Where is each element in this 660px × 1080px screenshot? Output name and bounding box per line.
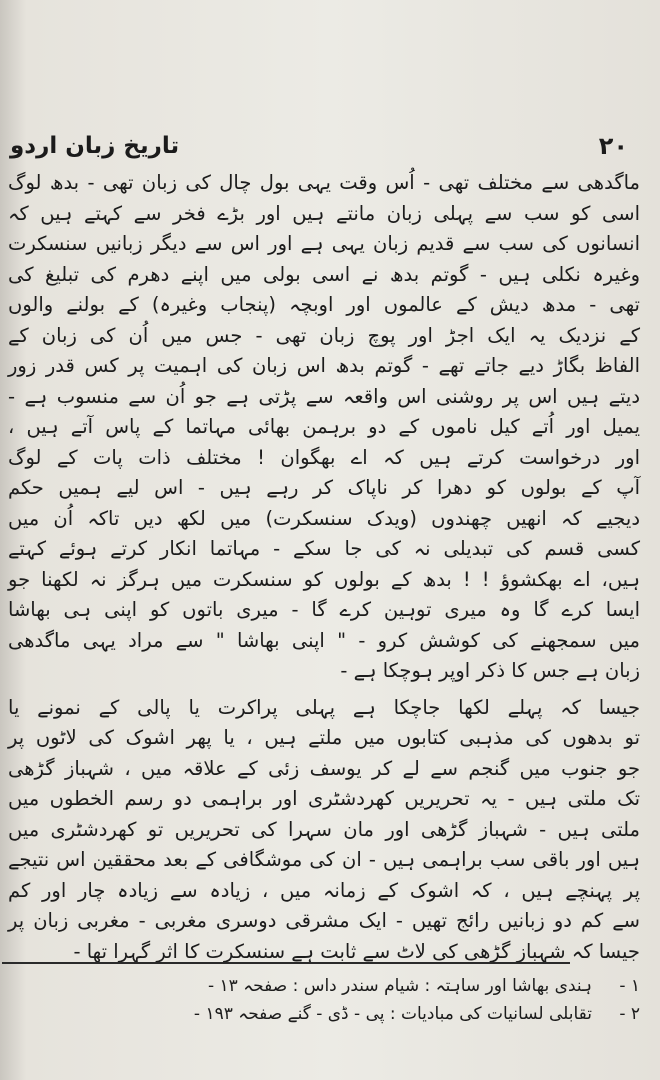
text-line: ملتی ہیں - شہباز گڑھی اور مان سہرا کی تحریریں تو کھردشٹری میں: [8, 817, 640, 841]
text-line: دیتے ہیں اس پر روشنی اس واقعہ سے پڑتی ہے جو اُن سے منسوب ہے -: [8, 384, 640, 408]
running-header: [10, 126, 640, 166]
body-text: [8, 168, 640, 967]
text-line: آپ کے بولوں کو دھرا کر ناپاک کر رہے ہیں - اس لیے ہمیں حکم: [8, 476, 640, 499]
text-line: ماگدھی سے مختلف تھی - اُس وقت یہی بول چال کی زبان تھی - بدھ لوگ: [8, 171, 640, 194]
text-line: جیسا کہ شہباز گڑھی کی لاٹ سے ثابت ہے سنسکرت کا اثر گہرا تھا -: [73, 939, 640, 963]
footnote-divider: [2, 962, 570, 964]
text-line: زبان ہے جس کا ذکر اوپر ہوچکا ہے -: [340, 659, 640, 682]
text-line: تک ملتی ہیں - یہ تحریریں کھردشٹری اور براہمی دو رسم الخطوں میں: [8, 787, 640, 810]
text-line: ہیں، اے بھکشوؤ ! ! بدھ کے بولوں کو سنسکرت میں ہرگز نہ لکھنا جو: [8, 567, 640, 591]
page-number: ۲۰: [598, 132, 628, 160]
text-line: کسی قسم کی تبدیلی نہ کی جا سکے - مہاتما انکار کرتے ہوئے کہتے: [8, 537, 640, 560]
text-line: یمیل اور اُتے کیل ناموں کے دو برہمن بھائی مہاتما کے پاس آتے ہیں ،: [8, 415, 640, 438]
text-line: تھی - مدھ دیش کے عالموں اور اوبچہ (پنجاب وغیرہ) کے بولنے والوں: [8, 293, 640, 316]
paragraph-1: [8, 168, 640, 687]
text-line: انسانوں کی سب سے قدیم زبان یہی ہے اور اس سے دیگر زبانیں سنسکرت: [8, 232, 640, 255]
footnote-number: ۲ -: [619, 1004, 640, 1024]
text-line: جو جنوب میں گنجم سے لے کر یوسف زئی کے علاقہ میں ، شہباز گڑھی: [8, 756, 640, 780]
text-line: ہیں اور باقی سب براہمی ہیں - ان کی موشگافی کے بعد محققین اس نتیجے: [8, 848, 640, 871]
text-line: ایسا کرے گا وہ میری توہین کرے گا - میری باتوں کو اپنی ہی بھاشا: [8, 598, 640, 621]
book-title: تاریخ زبان اردو: [10, 133, 180, 159]
text-line: پر پہنچے ہیں ، کہ اشوک کے زمانہ میں ، زیادہ سے زیادہ چار اور کم: [8, 878, 640, 902]
footnotes: [20, 972, 640, 1028]
text-line: کے نزدیک یہ ایک اجڑ اور پوچ زبان تھی - جس میں اُن کی زبان کے: [8, 323, 640, 347]
footnote-1: [20, 972, 640, 1000]
footnote-text: ہندی بھاشا اور ساہتہ : شیام سندر داس : صفحہ ۱۳ -: [207, 976, 592, 996]
text-line: میں سمجھنے کی کوشش کرو - " اپنی بھاشا " سے مراد یہی ماگدھی: [8, 628, 640, 652]
text-line: اسی کو سب سے پہلی زبان مانتے ہیں اور بڑے فخر سے کہتے ہیں کہ: [8, 201, 640, 225]
text-line: سے کم دو زبانیں رائج تھیں - ایک مشرقی دوسری مغربی - مغربی زبان پر: [8, 909, 640, 932]
text-line: جیسا کہ پہلے لکھا جاچکا ہے پہلی پراکرت یا پالی کے نمونے یا: [8, 695, 640, 719]
footnote-text: تقابلی لسانیات کی مبادیات : پی - ڈی - گنے صفحہ ۱۹۳ -: [193, 1004, 592, 1024]
text-line: الفاظ بگاڑ دیے جاتے تھے - گوتم بدھ اس زبان کی اہمیت پر کس قدر زور: [8, 354, 640, 377]
footnote-2: [20, 1000, 640, 1028]
footnote-number: ۱ -: [619, 976, 640, 996]
text-line: اور درخواست کرتے ہیں کہ اے بھگوان ! مختلف ذات پات کے لوگ: [8, 445, 640, 469]
text-line: دیجیے کہ انھیں چھندوں (ویدک سنسکرت) میں لکھ دیں تاکہ اُن میں: [8, 506, 640, 530]
paragraph-2: [8, 693, 640, 968]
text-line: وغیرہ نکلی ہیں - گوتم بدھ نے اسی بولی میں اپنے دھرم کی تبلیغ کی: [8, 262, 640, 286]
text-line: تو بدھوں کی مذہبی کتابوں میں ملتے ہیں ، یا پھر اشوک کی لاٹوں پر: [8, 726, 640, 749]
